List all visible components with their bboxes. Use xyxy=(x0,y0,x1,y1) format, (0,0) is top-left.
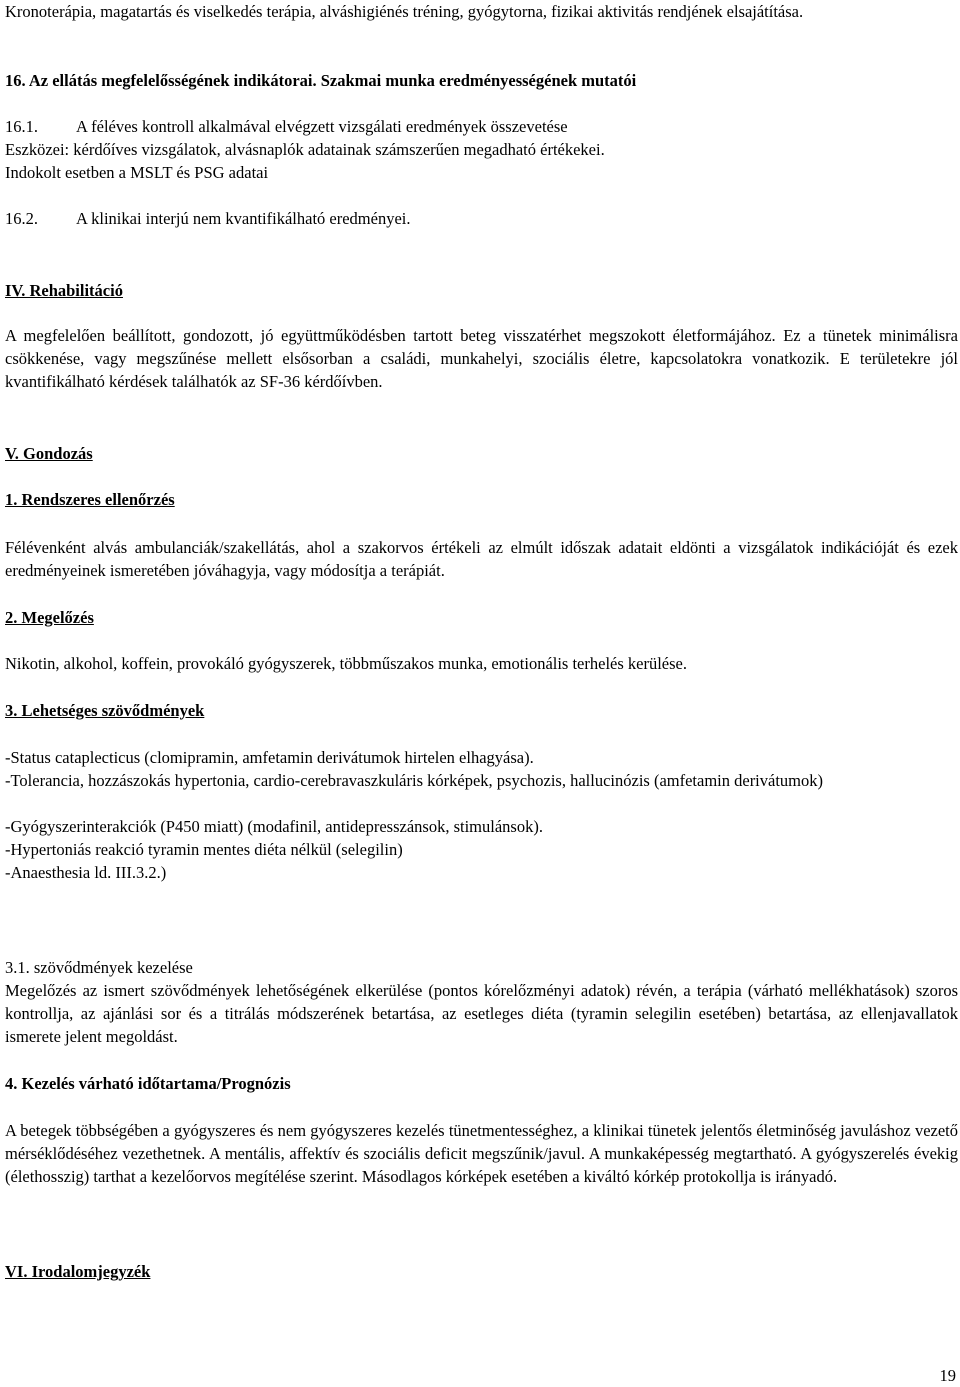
complication-item: -Hypertoniás reakció tyramin mentes diéta nélkül (selegilin) xyxy=(5,840,403,859)
subsection-16-1-line2: Indokolt esetben a MSLT és PSG adatai xyxy=(5,163,269,182)
subsection-3-1-paragraph: Megelőzés az ismert szövődmények lehetőségének elkerülése (pontos kórelőzményi adatok) révén, a terápia (várható mellékhatások) szoros kontrollja, az ajánlási sor és a titrálás módszerének betartása, az esetleges diéta (tyramin selegilin esetében) betartása, az ellenjavallatok ismerete jelent megoldást. xyxy=(5,981,958,1046)
section-5-heading: V. Gondozás xyxy=(5,444,93,463)
subsection-16-1-line1: Eszközei: kérdőíves vizsgálatok, alvásnaplók adatainak számszerűen megadható értékekei. xyxy=(5,140,605,159)
complication-item: -Anaesthesia ld. III.3.2.) xyxy=(5,863,167,882)
section-4-paragraph: A megfelelően beállított, gondozott, jó együttműködésben tartott beteg visszatérhet megszokott életformájához. Ez a tünetek minimálisra csökkenése, vagy megszűnése mellett elsősorban a családi, munkahelyi, szociális életre, kapcsolatokra vonatkozik. E területekre jól kvantifikálható kérdések találhatók az SF-36 kérdőívben. xyxy=(5,326,958,391)
subsection-3-1-heading: 3.1. szövődmények kezelése xyxy=(5,958,193,977)
subsection-2-paragraph: Nikotin, alkohol, koffein, provokáló gyógyszerek, többműszakos munka, emotionális terhelés kerülése. xyxy=(5,654,688,673)
subsection-16-1-number: 16.1. xyxy=(5,117,38,136)
subsection-2-heading: 2. Megelőzés xyxy=(5,608,94,627)
subsection-1-heading: 1. Rendszeres ellenőrzés xyxy=(5,490,175,509)
complication-item: -Gyógyszerinterakciók (P450 miatt) (modafinil, antidepresszánsok, stimulánsok). xyxy=(5,817,543,836)
complication-item: -Status cataplecticus (clomipramin, amfetamin derivátumok hirtelen elhagyása). xyxy=(5,748,534,767)
section-4-heading: IV. Rehabilitáció xyxy=(5,281,123,300)
subsection-3-heading: 3. Lehetséges szövődmények xyxy=(5,701,205,720)
section-6-heading: VI. Irodalomjegyzék xyxy=(5,1262,151,1281)
page-number: 19 xyxy=(939,1366,956,1385)
section-16-heading: 16. Az ellátás megfelelősségének indikátorai. Szakmai munka eredményességének mutatói xyxy=(5,71,637,90)
complication-item: -Tolerancia, hozzászokás hypertonia, cardio-cerebravaszkuláris kórképek, psychozis, hallucinózis (amfetamin derivátumok) xyxy=(5,771,824,790)
subsection-16-2-text: A klinikai interjú nem kvantifikálható eredményei. xyxy=(76,209,411,228)
subsection-1-paragraph: Félévenként alvás ambulanciák/szakellátás, ahol a szakorvos értékeli az elmúlt időszak adatait eldönti a vizsgálatok indikációját és ezek eredményeinek ismeretében jóváhagyja, vagy módosítja a terápiát. xyxy=(5,538,958,580)
subsection-16-1-text: A féléves kontroll alkalmával elvégzett vizsgálati eredmények összevetése xyxy=(76,117,568,136)
subsection-4-heading: 4. Kezelés várható időtartama/Prognózis xyxy=(5,1074,291,1093)
subsection-16-2-title xyxy=(5,207,958,230)
subsection-16-1-title xyxy=(5,115,958,138)
subsection-4-paragraph: A betegek többségében a gyógyszeres és nem gyógyszeres kezelés tünetmentességhez, a klinikai tünetek jelentős életminőség javuláshoz vezető mérséklődéséhez vezethetnek. A mentális, affektív és szociális deficit megszűnik/javul. A munkaképesség megtartható. A gyógyszerelés évekig (élethosszig) tarthat a kezelőorvos megítélése szerint. Másodlagos kórképek esetében a kiváltó kórkép protokollja is irányadó. xyxy=(5,1121,958,1186)
intro-paragraph: Kronoterápia, magatartás és viselkedés terápia, alváshigiénés tréning, gyógytorna, fizikai aktivitás rendjének elsajátítása. xyxy=(5,2,804,21)
subsection-16-2-number: 16.2. xyxy=(5,209,38,228)
